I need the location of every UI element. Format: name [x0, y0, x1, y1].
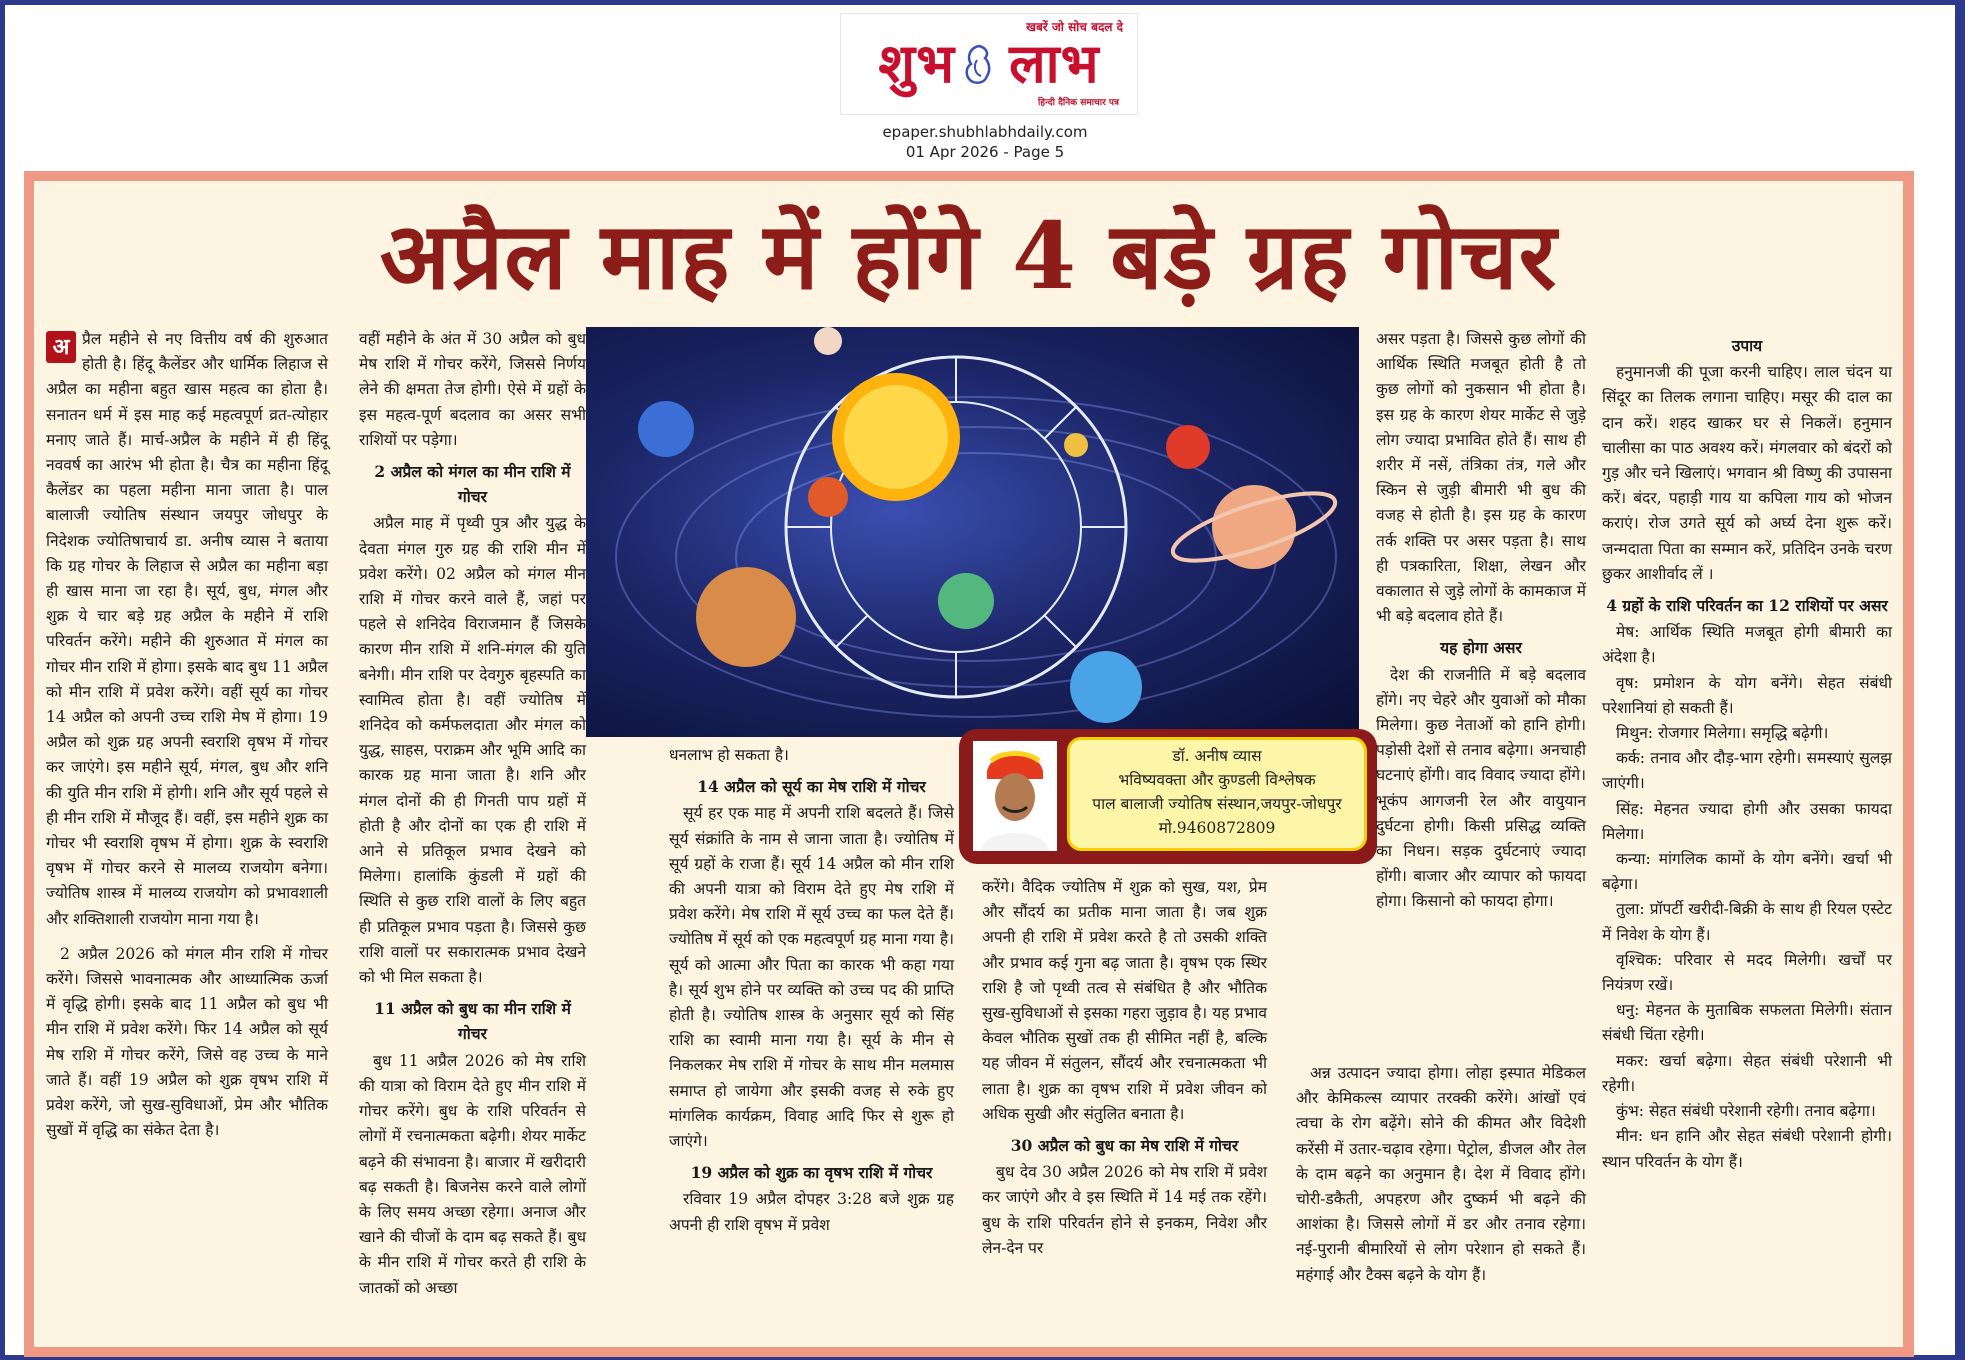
sign-prediction: कन्या: मांगलिक कामों के योग बनेंगे। खर्चा भी बढ़ेगा।	[1602, 850, 1892, 894]
sign-prediction: सिंह: मेहनत ज्यादा होगी और उसका फायदा मिलेगा।	[1602, 799, 1892, 843]
author-portrait-icon	[973, 741, 1057, 851]
sign-prediction: कर्क: तनाव और दौड़-भाग रहेगी। समस्याएं सुलझ जाएंगी।	[1602, 749, 1892, 793]
subheading: 30 अप्रैल को बुध का मेष राशि में गोचर	[1010, 1136, 1239, 1156]
zodiac-illustration	[586, 327, 1359, 737]
text-column-1	[46, 327, 328, 1342]
paragraph: बुध 11 अप्रैल 2026 को मेष राशि की यात्रा को विराम देते हुए मीन राशि में गोचर करेंगे। बुध के राशि परिवर्तन से लोगों में रचनात्मकता बढ़ेगी। शेयर मार्केट बढ़ने की संभावना है। बाजार में खरीदारी बढ़ सकती है। बिजनेस करने वाले लोगों के लिए समय अच्छा रहेगा। अनाज और खाने की चीजों के दाम बढ़ सकते हैं। बुध के मीन राशि में गोचर करते ही राशि के जातकों को अच्छा	[359, 1051, 586, 1297]
subheading: यह होगा असर	[1440, 638, 1522, 658]
author-photo	[973, 741, 1057, 851]
author-byline	[959, 729, 1377, 864]
author-info-box	[1067, 737, 1367, 851]
logo-right-word: लाभ	[1009, 31, 1100, 95]
text-column-6	[1602, 327, 1892, 1342]
subheading: 14 अप्रैल को सूर्य का मेष राशि में गोचर	[697, 777, 926, 797]
paragraph: सूर्य हर एक माह में अपनी राशि बदलते हैं। जिसे सूर्य संक्रांति के नाम से जाना जाता है। ज्योतिष में सूर्य ग्रहों के राजा हैं। सूर्य 14 अप्रैल को मीन राशि की अपनी यात्रा को विराम देते हुए मेष राशि में प्रवेश करेंगे। मेष राशि में सूर्य उच्च का फल देते हैं। ज्योतिष में सूर्य को एक महत्वपूर्ण ग्रह माना गया है। सूर्य को आत्मा और पिता का कारक भी कहा गया है। सूर्य शुभ होने पर व्यक्ति को उच्च पद की प्राप्ति होती है। ज्योतिष शास्त्र के अनुसार सूर्य को सिंह राशि का स्वामी माना गया है। सूर्य के मीन से निकलकर मेष राशि में गोचर के साथ मीन मलमास समाप्त हो जायेगा और इसकी वजह से रुके हुए मांगलिक कार्यक्रम, विवाह आदि फिर से शुरू हो जाएंगे।	[669, 804, 954, 1151]
sign-prediction: मिथुन: रोजगार मिलेगा। समृद्धि बढ़ेगी।	[1616, 724, 1829, 743]
text-column-5	[1376, 327, 1586, 911]
subheading: 4 ग्रहों के राशि परिवर्तन का 12 राशियों पर असर	[1606, 596, 1888, 616]
paragraph: बुध देव 30 अप्रैल 2026 को मेष राशि में प्रवेश कर जाएंगे और वे इस स्थिति में 14 मई तक रहेंगे। बुध के राशि परिवर्तन होने से इनकम, निवेश और लेन-देन पर	[982, 1163, 1267, 1257]
sign-prediction: मीन: धन हानि और सेहत संबंधी परेशानी होगी। स्थान परिवर्तन के योग हैं।	[1602, 1127, 1892, 1171]
paragraph: अप्रैल माह में पृथ्वी पुत्र और युद्ध के देवता मंगल गुरु ग्रह की राशि मीन में प्रवेश करेंगे। 02 अप्रैल को मंगल मीन राशि में गोचर करने वाले हैं, जहां पर पहले से शनिदेव विराजमान हैं जिसके कारण मीन राशि में शनि-मंगल की युति बनेगी। मीन राशि पर देवगुरु बृहस्पति का स्वामित्व होता है। वहीं ज्योतिष में शनिदेव को कर्मफलदाता और मंगल को युद्ध, साहस, पराक्रम और भूमि आदि का कारक ग्रह माना जाता है। शनि और मंगल दोनों की ही गिनती पाप ग्रहों में होती है और दोनों का एक ही राशि में आने से प्रतिकूल प्रभाव देखने को मिलेगा। हालांकि कुंडली में ग्रहों की स्थिति से कुछ राशि वालों के लिए बहुत ही प्रतिकूल प्रभाव पड़ता है। जिससे कुछ राशि वालों पर सकारात्मक प्रभाव देखने को भी मिल सकता है।	[359, 514, 586, 987]
text-column-4	[982, 875, 1267, 1343]
zodiac-wheel-icon	[586, 327, 1359, 737]
author-name: डॉ. अनीष व्यास	[1172, 747, 1262, 765]
article-border	[24, 171, 1914, 1357]
sign-prediction: तुला: प्रॉपर्टी खरीदी-बिक्री के साथ ही रियल एस्टेट में निवेश के योग हैं।	[1602, 900, 1892, 944]
paragraph: करेंगे। वैदिक ज्योतिष में शुक्र को सुख, यश, प्रेम और सौंदर्य का प्रतीक माना जाता है। जब शुक्र अपनी ही राशि में प्रवेश करते है तो उसकी शक्ति और प्रभाव कई गुना बढ़ जाता है। वृषभ एक स्थिर राशि है जो पृथ्वी तत्व से संबंधित है और भौतिक सुख-सुविधाओं से इसका गहरा जुड़ाव है। यह प्रभाव केवल भौतिक सुखों तक ही सीमित नहीं है, बल्कि यह जीवन में संतुलन, सौंदर्य और रचनात्मकता भी लाता है। शुक्र का वृषभ राशि में प्रवेश जीवन को अधिक सुखी और संतुलित बनाता है।	[982, 878, 1267, 1123]
ganesh-icon	[959, 42, 999, 86]
subheading: 19 अप्रैल को शुक्र का वृषभ राशि में गोचर	[690, 1163, 933, 1183]
article-body	[34, 181, 1903, 1347]
subheading: 2 अप्रैल को मंगल का मीन राशि में गोचर	[374, 462, 571, 507]
paragraph: प्रैल महीने से नए वित्तीय वर्ष की शुरुआत होती है। हिंदू कैलेंडर और धार्मिक लिहाज से अप्रैल का महीना बहुत खास महत्व का होता है। सनातन धर्म में इस माह कई महत्वपूर्ण व्रत-त्योहार मनाए जाते हैं। मार्च-अप्रैल के महीने में ही हिंदू नववर्ष का आरंभ भी होता है। चैत्र का महीना हिंदू कैलेंडर का पहला महीना माना जाता है। पाल बालाजी ज्योतिष संस्थान जयपुर जोधपुर के निदेशक ज्योतिषाचार्य डा. अनीष व्यास ने बताया कि ग्रह गोचर के लिहाज से अप्रैल का महीना बड़ा ही खास माना जा रहा है। सूर्य, बुध, मंगल और शुक्र ये चार बड़े ग्रह अप्रैल के महीने में राशि परिवर्तन करेंगे। महीने की शुरुआत में मंगल का गोचर मीन राशि में होगा। इसके बाद बुध 11 अप्रैल को मीन राशि में प्रवेश करेंगे। वहीं सूर्य का गोचर 14 अप्रैल को अपनी उच्च राशि मेष में होगा। 19 अप्रैल को शुक्र ग्रह अपनी स्वराशि वृषभ में गोचर कर जाएंगे। इस महीने सूर्य, मंगल, बुध और शनि की युति मीन राशि में होगी। शनि और सूर्य पहले से ही मीन राशि में मौजूद हैं। वहीं, इस महीने शुक्र का गोचर भी स्वराशि वृषभ में होगा। शुक्र के स्वराशि वृषभ में गोचर करने से मालव्य राजयोग बनेगा। ज्योतिष शास्त्र में मालव्य राजयोग को प्रभावशाली और शक्तिशाली राजयोग माना गया है।	[46, 330, 328, 928]
logo-left-word: शुभ	[878, 31, 956, 95]
text-column-3	[669, 743, 954, 1343]
sign-prediction: कुंभ: सेहत संबंधी परेशानी रहेगी। तनाव बढ़ेगा।	[1616, 1102, 1876, 1121]
logo-subtitle: हिन्दी दैनिक समाचार पत्र	[1037, 98, 1119, 108]
author-organization: पाल बालाजी ज्योतिष संस्थान,जयपुर-जोधपुर	[1092, 795, 1342, 813]
paragraph: 2 अप्रैल 2026 को मंगल मीन राशि में गोचर करेंगे। जिससे भावनात्मक और आध्यात्मिक ऊर्जा में वृद्धि होगी। इसके बाद 11 अप्रैल को बुध भी मीन राशि में प्रवेश करेंगे। फिर 14 अप्रैल को सूर्य मेष राशि में गोचर करेंगे, जिसे वह उच्च के माने जाते हैं। वहीं 19 अप्रैल को शुक्र वृषभ राशि में प्रवेश करेंगे, जो सुख-सुविधाओं, प्रेम और भौतिक सुखों में वृद्धि का संकेत देता है।	[46, 944, 328, 1140]
text-column-5b	[1296, 1061, 1586, 1343]
paragraph: अन्न उत्पादन ज्यादा होगा। लोहा इस्पात मेडिकल और केमिकल्स व्यापार तरक्की करेंगे। आंखों एवं त्वचा के रोग बढ़ेंगे। सोने की कीमत और विदेशी करेंसी में उतार-चढ़ाव रहेगा। पेट्रोल, डीजल और तेल के दाम बढ़ने का अनुमान है। देश में विवाद होंगे। चोरी-डकैती, अपहरण और दुष्कर्म भी बढ़ने की आशंका है। जिससे लोगों में डर और तनाव रहेगा। नई-पुरानी बीमारियों से लोग परेशान हो सकते हैं। महंगाई और टैक्स बढ़ने के योग हैं।	[1296, 1064, 1586, 1284]
paragraph: धनलाभ हो सकता है।	[669, 746, 789, 764]
text-column-2	[359, 327, 586, 1342]
drop-cap: अ	[46, 331, 76, 363]
headline: अप्रैल माह में होंगे 4 बड़े ग्रह गोचर	[379, 202, 1558, 310]
sign-prediction: वृश्चिक: परिवार से मदद मिलेगी। खर्चों पर नियंत्रण रखें।	[1602, 950, 1892, 995]
paragraph: रविवार 19 अप्रैल दोपहर 3:28 बजे शुक्र ग्रह अपनी ही राशि वृषभ में प्रवेश	[669, 1190, 954, 1234]
paragraph: हनुमानजी की पूजा करनी चाहिए। लाल चंदन या सिंदूर का तिलक लगाना चाहिए। मसूर की दाल का दान करें। शहद खाकर घर से निकलें। हनुमान चालीसा का पाठ अवश्य करें। मंगलवार को बंदरों को गुड़ और चने खिलाएं। भगवान श्री विष्णु की उपासना करें। बंदर, पहाड़ी गाय या कपिला गाय को भोजन कराएं। रोज उगते सूर्य को अर्घ्य देना शुरू करें। जन्मदाता पिता का सम्मान करें, प्रतिदिन उनके चरण छुकर आशीर्वाद लें ।	[1602, 363, 1892, 583]
logo-tagline: खबरें जो सोच बदल दे	[1026, 20, 1123, 34]
author-phone[interactable]: मो.9460872809	[1158, 819, 1276, 837]
author-role: भविष्यवक्ता और कुण्डली विश्लेषक	[1118, 771, 1316, 789]
page-date: 01 Apr 2026 - Page 5	[905, 143, 1065, 161]
paragraph: असर पड़ता है। जिससे कुछ लोगों की आर्थिक स्थिति मजबूत होती है तो कुछ लोगों को नुकसान भी होता है। इस ग्रह के कारण शेयर मार्केट से जुड़े लोग ज्यादा प्रभावित होते हैं। साथ ही शरीर में नसें, तंत्रिका तंत्र, गले और स्किन से जुड़ी बीमारी भी बुध की वजह से होती है। इस ग्रह के कारण तर्क शक्ति पर असर पड़ता है। साथ ही पत्रकारिता, शिक्षा, लेखन और वकालात से जुड़े लोगों के कामकाज में भी बड़े बदलाव होते हैं।	[1376, 330, 1586, 626]
sign-prediction: धनु: मेहनत के मुताबिक सफलता मिलेगी। संतान संबंधी चिंता रहेगी।	[1602, 1001, 1892, 1045]
masthead-logo[interactable]	[840, 13, 1138, 115]
subheading: उपाय	[1731, 336, 1763, 355]
sign-prediction: वृष: प्रमोशन के योग बनेंगे। सेहत संबंधी परेशानियां हो सकती हैं।	[1602, 673, 1892, 717]
site-url[interactable]: epaper.shubhlabhdaily.com	[882, 123, 1088, 141]
sign-prediction: मकर: खर्चा बढ़ेगा। सेहत संबंधी परेशानी भी रहेगी।	[1602, 1051, 1892, 1095]
paragraph: वहीं महीने के अंत में 30 अप्रैल को बुध मेष राशि में गोचर करेंगे, जिससे निर्णय लेने की क्षमता तेज होगी। ऐसे में ग्रहों के इस महत्व-पूर्ण बदलाव का असर सभी राशियों पर पड़ेगा।	[359, 330, 586, 449]
subheading: 11 अप्रैल को बुध का मीन राशि में गोचर	[374, 999, 571, 1044]
sign-prediction: मेष: आर्थिक स्थिति मजबूत होगी बीमारी का अंदेशा है।	[1602, 623, 1892, 667]
paragraph: देश की राजनीति में बड़े बदलाव होंगे। नए चेहरे और युवाओं को मौका मिलेगा। कुछ नेताओं को हानि होगी। पड़ोसी देशों से तनाव बढ़ेगा। अनचाही घटनाएं होंगी। वाद विवाद ज्यादा होंगे। भूकंप आगजनी रेल और वायुयान दुर्घटना होगी। किसी प्रसिद्ध व्यक्ति का निधन। सड़क दुर्घटनाएं ज्यादा होंगी। बाजार और व्यापार को फायदा होगा। किसानो को फायदा होगा।	[1376, 665, 1586, 911]
page-frame	[5, 5, 1955, 1355]
